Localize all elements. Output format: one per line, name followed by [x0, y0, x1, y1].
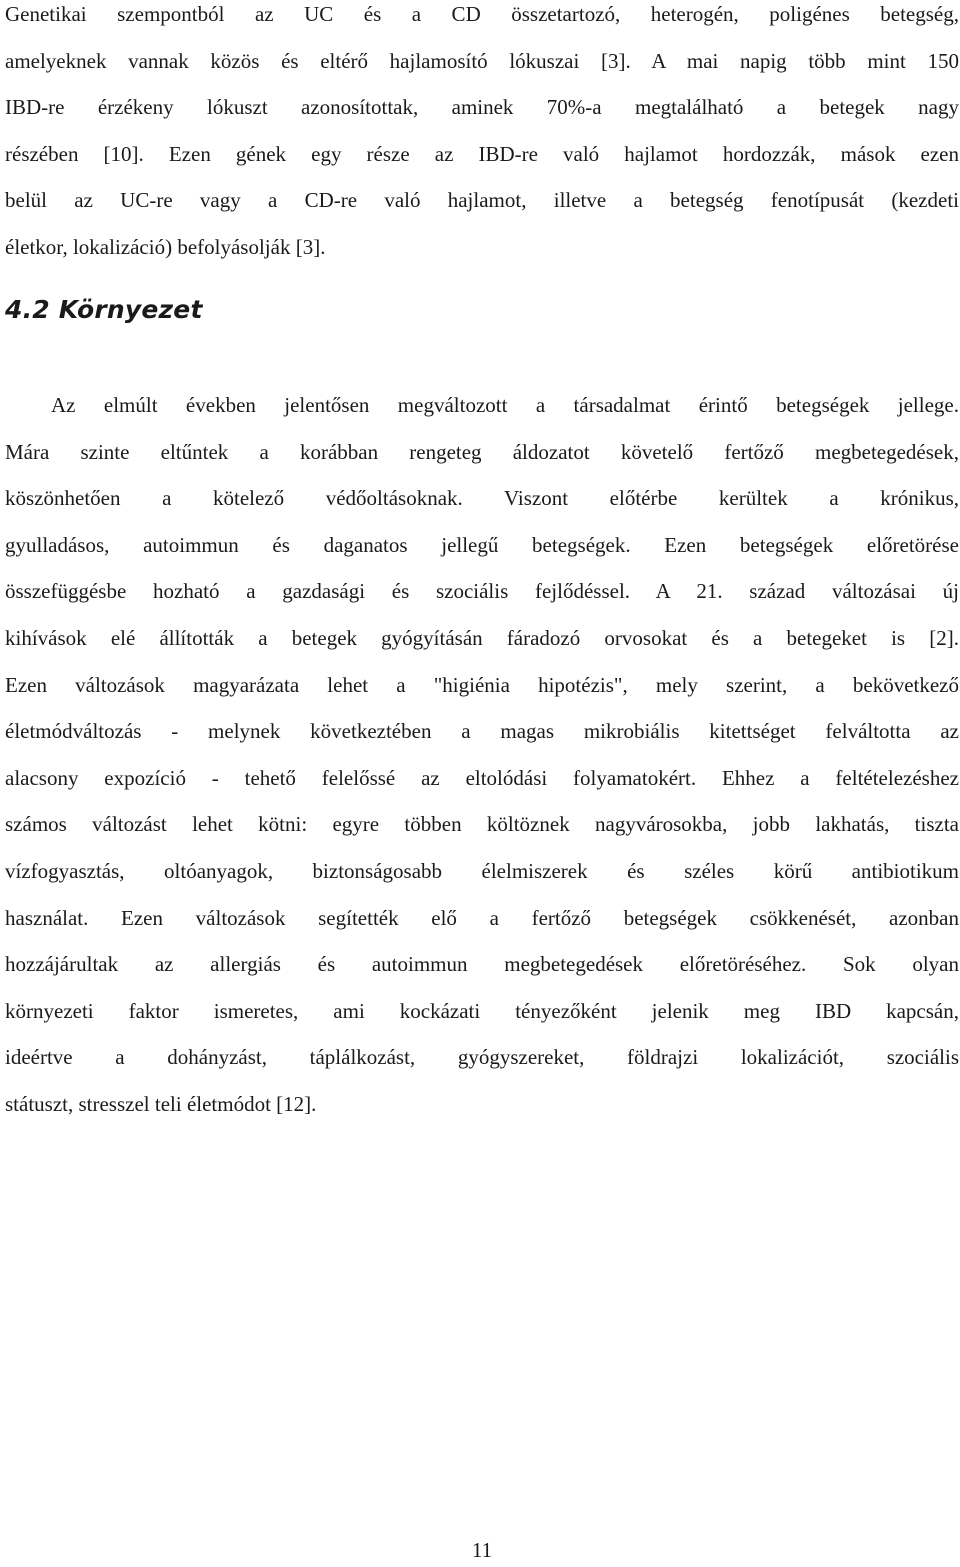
text-line: hozzájárultak az allergiás és autoimmun megbetegedések előretöréséhez. Sok olyan	[5, 952, 959, 977]
text-line: ideértve a dohányzást, táplálkozást, gyógyszereket, földrajzi lokalizációt, szociális	[5, 1045, 959, 1070]
text-line: kihívások elé állították a betegek gyógyításán fáradozó orvosokat és a betegeket is [2].	[5, 625, 959, 650]
section-heading: 4.2 Környezet	[5, 295, 203, 324]
text-line: vízfogyasztás, oltóanyagok, biztonságosabb élelmiszerek és széles körű antibiotikum	[5, 858, 959, 883]
text-line: gyulladásos, autoimmun és daganatos jellegű betegségek. Ezen betegségek előretörése	[5, 532, 959, 557]
page-number: 11	[471, 1538, 493, 1562]
text-line: belül az UC-re vagy a CD-re való hajlamot, illetve a betegség fenotípusát (kezdeti	[5, 188, 959, 213]
paragraph-environment	[5, 382, 959, 1128]
text-line: státuszt, stresszel teli életmódot [12].	[5, 1091, 317, 1116]
text-line: összefüggésbe hozható a gazdasági és szociális fejlődéssel. A 21. század változásai új	[5, 579, 959, 604]
text-line: Ezen változások magyarázata lehet a "higiénia hipotézis", mely szerint, a bekövetkező	[5, 672, 959, 697]
text-line: Genetikai szempontból az UC és a CD összetartozó, heterogén, poligénes betegség,	[5, 2, 959, 26]
text-line: IBD-re érzékeny lókuszt azonosítottak, aminek 70%-a megtalálható a betegek nagy	[5, 95, 959, 120]
text-line: számos változást lehet kötni: egyre többen költöznek nagyvárosokba, jobb lakhatás, tiszta	[5, 812, 959, 837]
text-line: részében [10]. Ezen gének egy része az IBD-re való hajlamot hordozzák, mások ezen	[5, 141, 959, 166]
text-line: köszönhetően a kötelező védőoltásoknak. Viszont előtérbe kerültek a krónikus,	[5, 486, 959, 511]
text-line: használat. Ezen változások segítették elő a fertőző betegségek csökkenését, azonban	[5, 905, 959, 930]
text-line: életkor, lokalizáció) befolyásolják [3].	[5, 234, 326, 259]
text-line: Mára szinte eltűntek a korábban rengeteg áldozatot követelő fertőző megbetegedések,	[5, 439, 959, 464]
text-line: alacsony expozíció - tehető felelőssé az eltolódási folyamatokért. Ehhez a feltételezéshez	[5, 765, 959, 790]
text-line: amelyeknek vannak közös és eltérő hajlamosító lókuszai [3]. A mai napig több mint 150	[5, 48, 959, 73]
text-line: életmódváltozás - melynek következtében a magas mikrobiális kitettséget felváltotta az	[5, 719, 959, 744]
paragraph-genetics	[5, 0, 959, 271]
text-line: környezeti faktor ismeretes, ami kockázati tényezőként jelenik meg IBD kapcsán,	[5, 998, 959, 1023]
text-line: Az elmúlt években jelentősen megváltozott a társadalmat érintő betegségek jellege.	[51, 393, 959, 417]
